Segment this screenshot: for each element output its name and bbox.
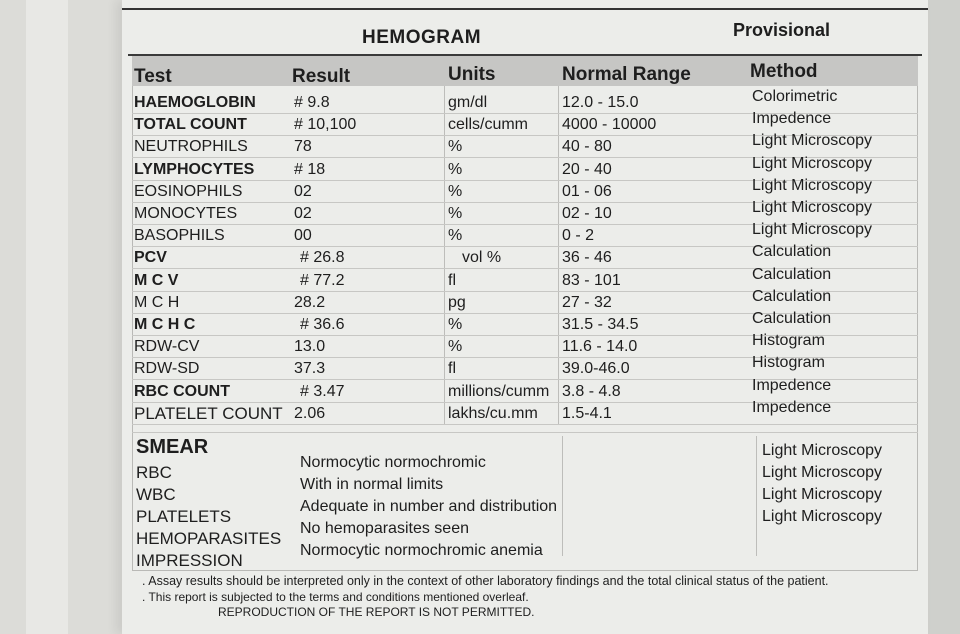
cell-units: % xyxy=(448,138,463,156)
cell-range: 01 - 06 xyxy=(562,182,612,200)
cell-units: gm/dl xyxy=(448,94,488,111)
cell-test: PCV xyxy=(134,249,167,267)
report-status: Provisional xyxy=(733,20,831,40)
cell-method: Light Microscopy xyxy=(752,154,873,172)
cell-units: fl xyxy=(448,360,456,378)
cell-test: RDW-CV xyxy=(134,338,200,356)
report-page xyxy=(122,0,928,634)
cell-test: NEUTROPHILS xyxy=(134,138,248,156)
cell-range: 0 - 2 xyxy=(562,227,595,245)
cell-units: vol % xyxy=(462,249,502,267)
cell-method: Calculation xyxy=(752,287,832,305)
cell-test: M C H xyxy=(134,293,180,311)
cell-range: 3.8 - 4.8 xyxy=(562,382,621,400)
cell-range: 31.5 - 34.5 xyxy=(562,316,639,333)
report-title: HEMOGRAM xyxy=(362,27,482,48)
cell-units: lakhs/cu.mm xyxy=(448,404,538,422)
cell-method: Impedence xyxy=(752,398,832,416)
cell-range: 12.0 - 15.0 xyxy=(562,94,639,111)
divider-units xyxy=(444,86,445,424)
footer-note-3: REPRODUCTION OF THE REPORT IS NOT PERMITTED. xyxy=(218,605,535,619)
cell-result: # 18 xyxy=(294,160,326,178)
header-result: Result xyxy=(292,66,351,87)
cell-method: Light Microscopy xyxy=(752,221,873,239)
smear-result: Normocytic normochromic xyxy=(300,454,486,471)
cell-method: Light Microscopy xyxy=(752,176,873,194)
smear-title: SMEAR xyxy=(136,436,209,458)
cell-test: M C V xyxy=(134,271,179,289)
header-method: Method xyxy=(750,61,818,82)
cell-test: EOSINOPHILS xyxy=(134,182,243,200)
cell-result: # 36.6 xyxy=(300,316,345,333)
cell-method: Histogram xyxy=(752,332,825,350)
cell-method: Colorimetric xyxy=(752,88,838,105)
cell-result: 13.0 xyxy=(294,338,326,356)
footer-note-2: . This report is subjected to the terms and conditions mentioned overleaf. xyxy=(142,590,529,604)
smear-result: With in normal limits xyxy=(300,476,444,493)
cell-range: 27 - 32 xyxy=(562,293,612,311)
top-border xyxy=(122,8,928,10)
cell-method: Impedence xyxy=(752,376,832,394)
cell-units: % xyxy=(448,205,463,222)
cell-range: 1.5-4.1 xyxy=(562,404,612,422)
smear-result: No hemoparasites seen xyxy=(300,520,469,537)
cell-range: 02 - 10 xyxy=(562,205,612,222)
cell-test: RDW-SD xyxy=(134,360,200,378)
cell-method: Impedence xyxy=(752,110,832,128)
smear-test: IMPRESSION xyxy=(136,551,243,570)
header-units: Units xyxy=(448,64,496,85)
smear-test: HEMOPARASITES xyxy=(136,529,282,548)
cell-range: 83 - 101 xyxy=(562,271,621,289)
smear-method: Light Microscopy xyxy=(762,508,883,525)
cell-method: Calculation xyxy=(752,265,832,283)
smear-test: WBC xyxy=(136,485,176,504)
cell-units: % xyxy=(448,316,463,333)
row-divider xyxy=(132,424,918,425)
cell-units: fl xyxy=(448,271,456,289)
cell-test: BASOPHILS xyxy=(134,227,225,245)
divider-range xyxy=(558,86,559,424)
cell-result: # 9.8 xyxy=(294,94,330,111)
smear-method: Light Microscopy xyxy=(762,442,883,459)
cell-result: 02 xyxy=(294,182,312,200)
smear-method: Light Microscopy xyxy=(762,464,883,481)
cell-method: Calculation xyxy=(752,310,832,327)
cell-range: 11.6 - 14.0 xyxy=(562,338,638,356)
background-strip xyxy=(26,0,68,634)
divider-smear xyxy=(562,436,563,556)
cell-result: 78 xyxy=(294,138,312,156)
header-test: Test xyxy=(134,66,172,87)
cell-test: RBC COUNT xyxy=(134,382,230,400)
cell-method: Light Microscopy xyxy=(752,132,873,150)
cell-units: % xyxy=(448,227,463,245)
smear-test: RBC xyxy=(136,463,172,482)
cell-range: 39.0-46.0 xyxy=(562,360,630,378)
cell-result: 28.2 xyxy=(294,293,326,311)
cell-range: 4000 - 10000 xyxy=(562,116,657,134)
cell-test: M C H C xyxy=(134,316,196,333)
cell-result: # 26.8 xyxy=(300,249,345,267)
smear-result: Normocytic normochromic anemia xyxy=(300,542,543,559)
background-left-edge xyxy=(0,0,122,634)
cell-range: 20 - 40 xyxy=(562,160,612,178)
cell-units: cells/cumm xyxy=(448,116,529,134)
cell-test: PLATELET COUNT xyxy=(134,403,283,423)
cell-test: MONOCYTES xyxy=(134,205,238,222)
smear-divider xyxy=(132,432,918,433)
smear-method: Light Microscopy xyxy=(762,486,883,503)
cell-result: # 3.47 xyxy=(300,382,345,400)
cell-result: # 10,100 xyxy=(294,116,357,134)
cell-result: 02 xyxy=(294,205,312,222)
cell-method: Histogram xyxy=(752,354,825,372)
cell-result: 00 xyxy=(294,227,312,245)
cell-range: 40 - 80 xyxy=(562,138,612,156)
smear-test: PLATELETS xyxy=(136,507,232,526)
cell-test: TOTAL COUNT xyxy=(134,116,247,134)
header-range: Normal Range xyxy=(562,64,691,85)
cell-units: % xyxy=(448,182,463,200)
smear-result: Adequate in number and distribution xyxy=(300,498,558,515)
cell-test: LYMPHOCYTES xyxy=(134,160,255,178)
cell-test: HAEMOGLOBIN xyxy=(134,94,256,111)
cell-units: millions/cumm xyxy=(448,382,550,400)
divider-smear-method xyxy=(756,436,757,556)
cell-units: % xyxy=(448,160,463,178)
cell-result: 37.3 xyxy=(294,360,326,378)
cell-range: 36 - 46 xyxy=(562,249,612,267)
cell-result: # 77.2 xyxy=(300,271,345,289)
cell-units: pg xyxy=(448,293,466,311)
cell-result: 2.06 xyxy=(294,404,326,422)
footer-note-1: . Assay results should be interpreted only in the context of other laboratory findings and the total clinical status of the patient. xyxy=(142,574,829,588)
cell-units: % xyxy=(448,338,463,356)
cell-method: Light Microscopy xyxy=(752,199,873,216)
cell-method: Calculation xyxy=(752,243,832,261)
